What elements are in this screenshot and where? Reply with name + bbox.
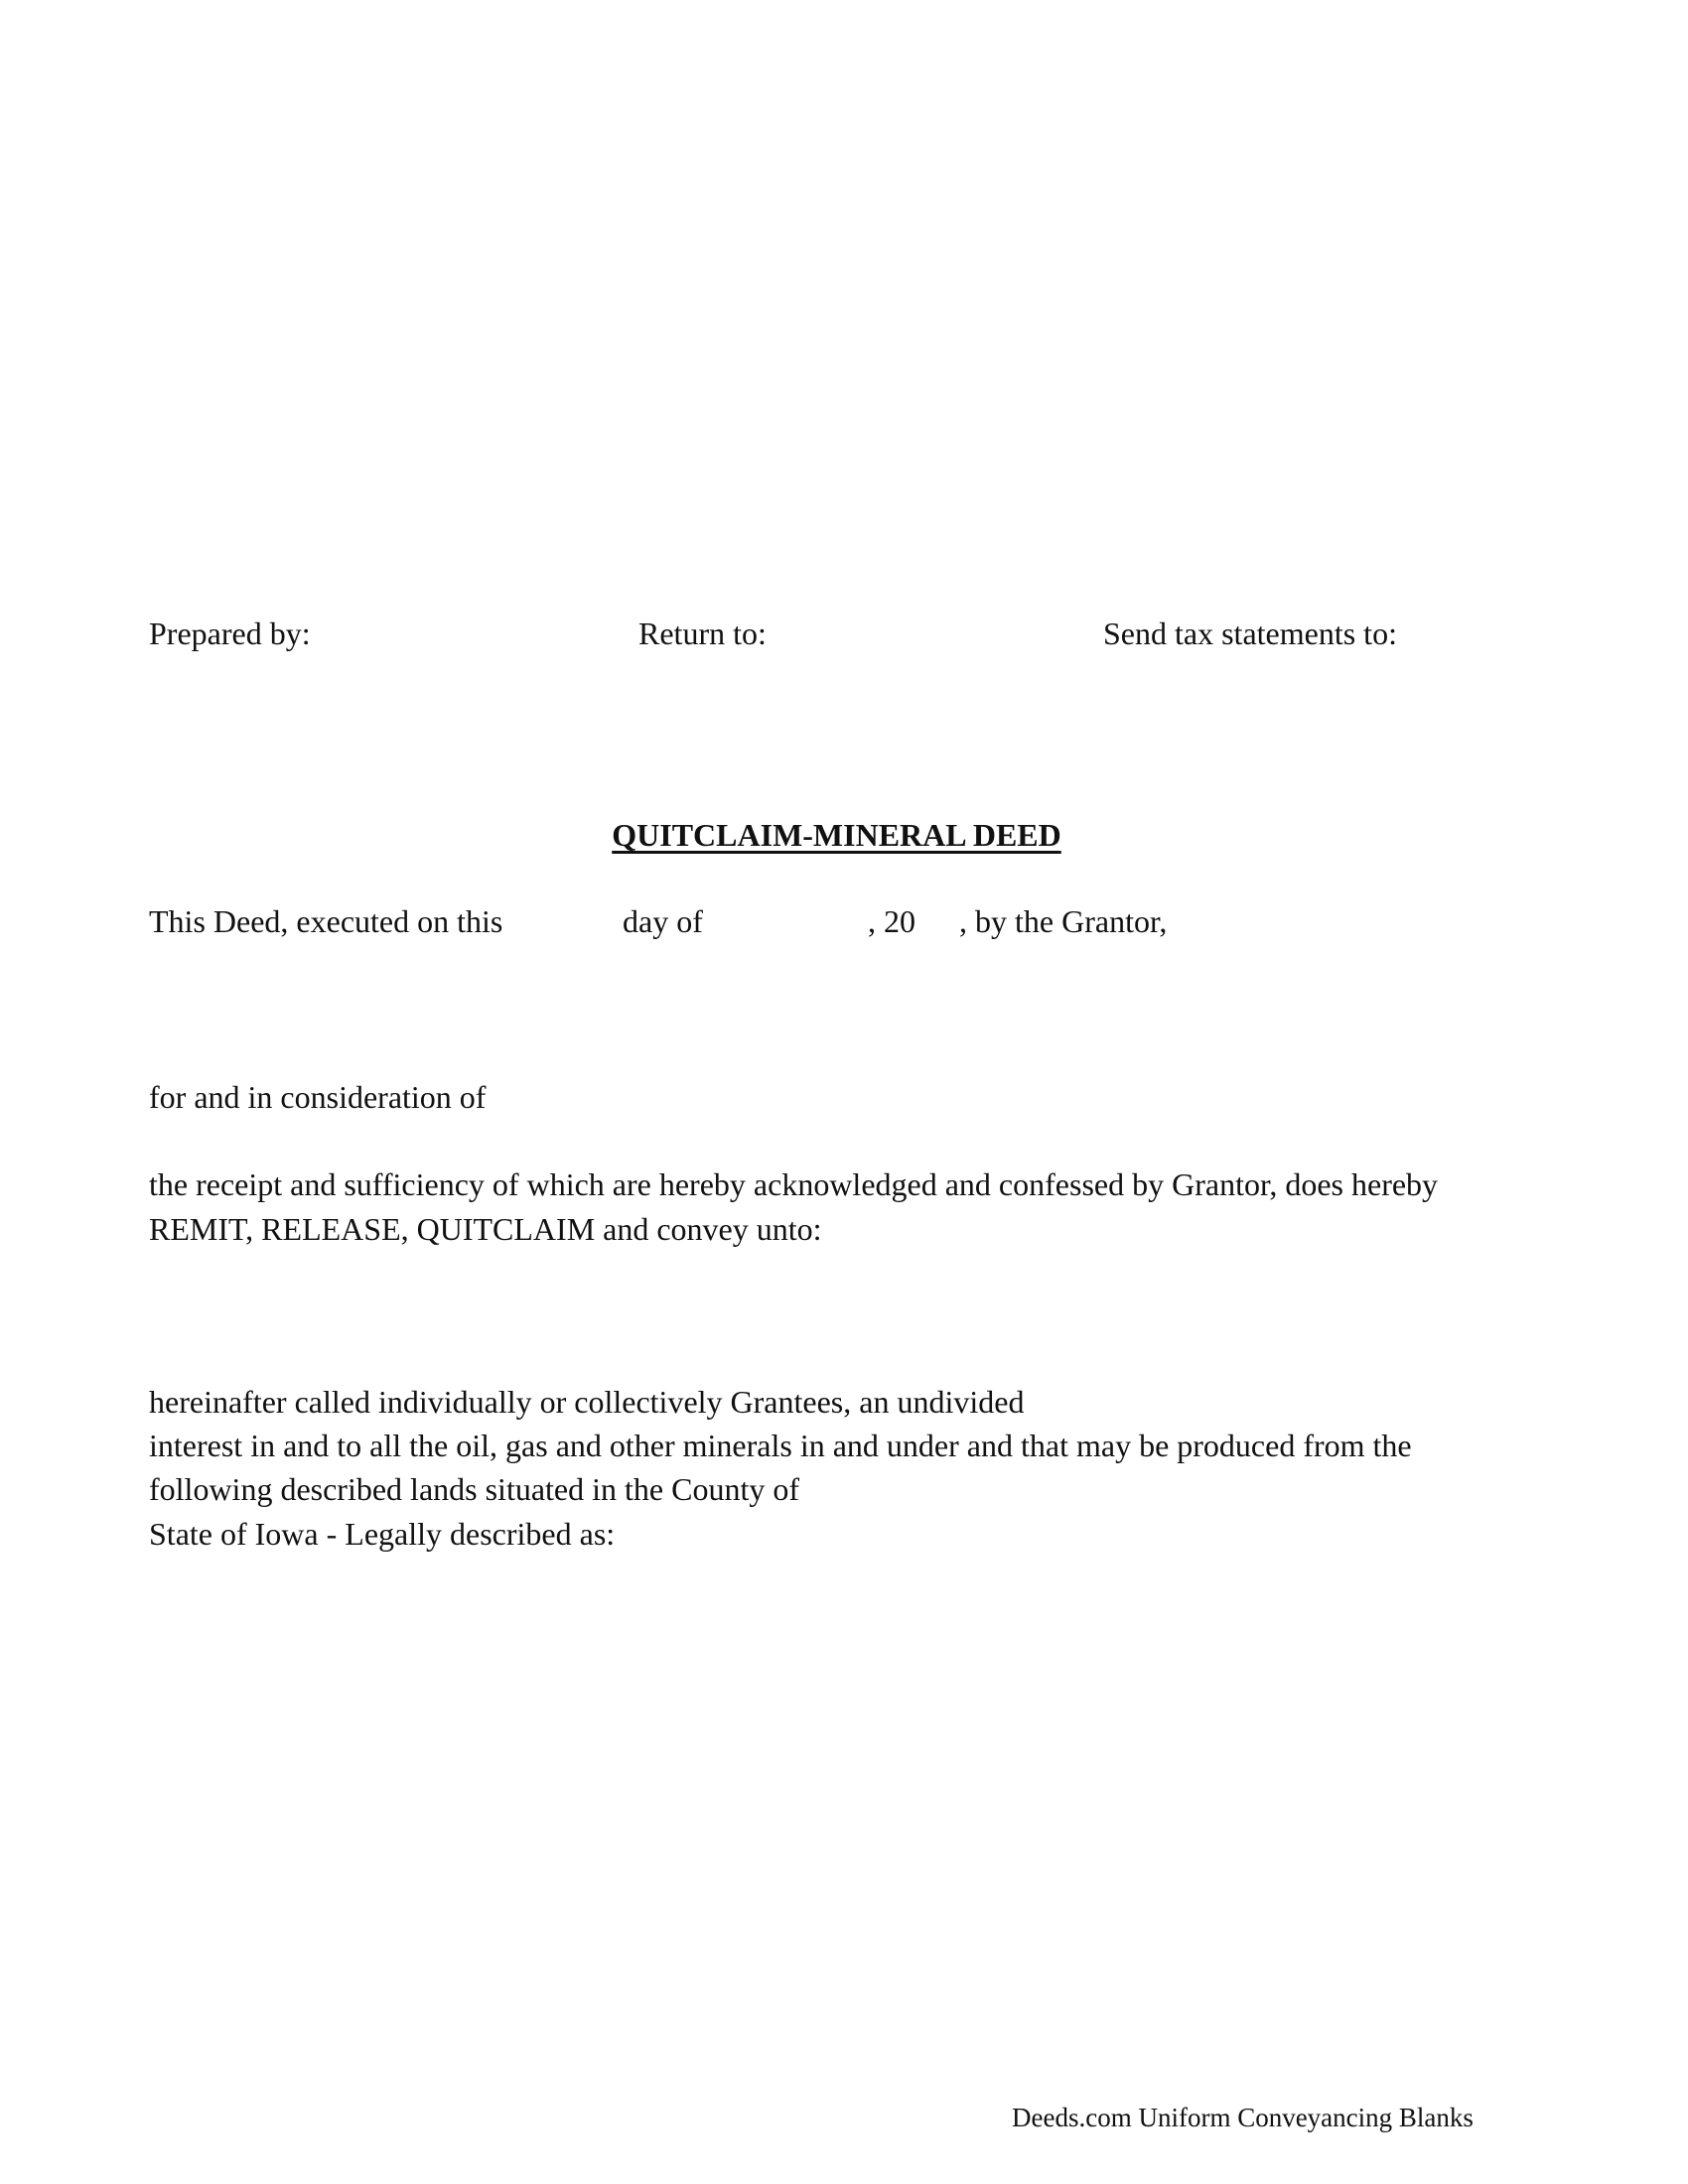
return-to-label: Return to: [638,615,767,651]
receipt-text-line-2: REMIT, RELEASE, QUITCLAIM and convey unto: [149,1211,822,1247]
grantee-text-line-1: hereinafter called individually or collectively Grantees, an undivided [149,1384,1025,1420]
consideration-text: for and in consideration of [149,1079,487,1115]
execution-text-start: This Deed, executed on this [149,903,503,939]
send-tax-statements-label: Send tax statements to: [1103,615,1397,651]
prepared-by-label: Prepared by: [149,615,311,651]
grantee-text-line-3: following described lands situated in the County of [149,1471,799,1507]
receipt-text-line-1: the receipt and sufficiency of which are hereby acknowledged and confessed by Grantor, does hereby [149,1166,1439,1202]
document-title: QUITCLAIM-MINERAL DEED [612,817,1061,853]
grantee-text-line-2: interest in and to all the oil, gas and other minerals in and under and that may be produced from the [149,1428,1412,1463]
grantee-text-line-4: State of Iowa - Legally described as: [149,1516,616,1552]
execution-year-prefix: , 20 [868,903,915,939]
execution-day-of: day of [623,903,703,939]
execution-by-grantor: , by the Grantor, [959,903,1168,939]
footer-text: Deeds.com Uniform Conveyancing Blanks [1012,2103,1474,2132]
